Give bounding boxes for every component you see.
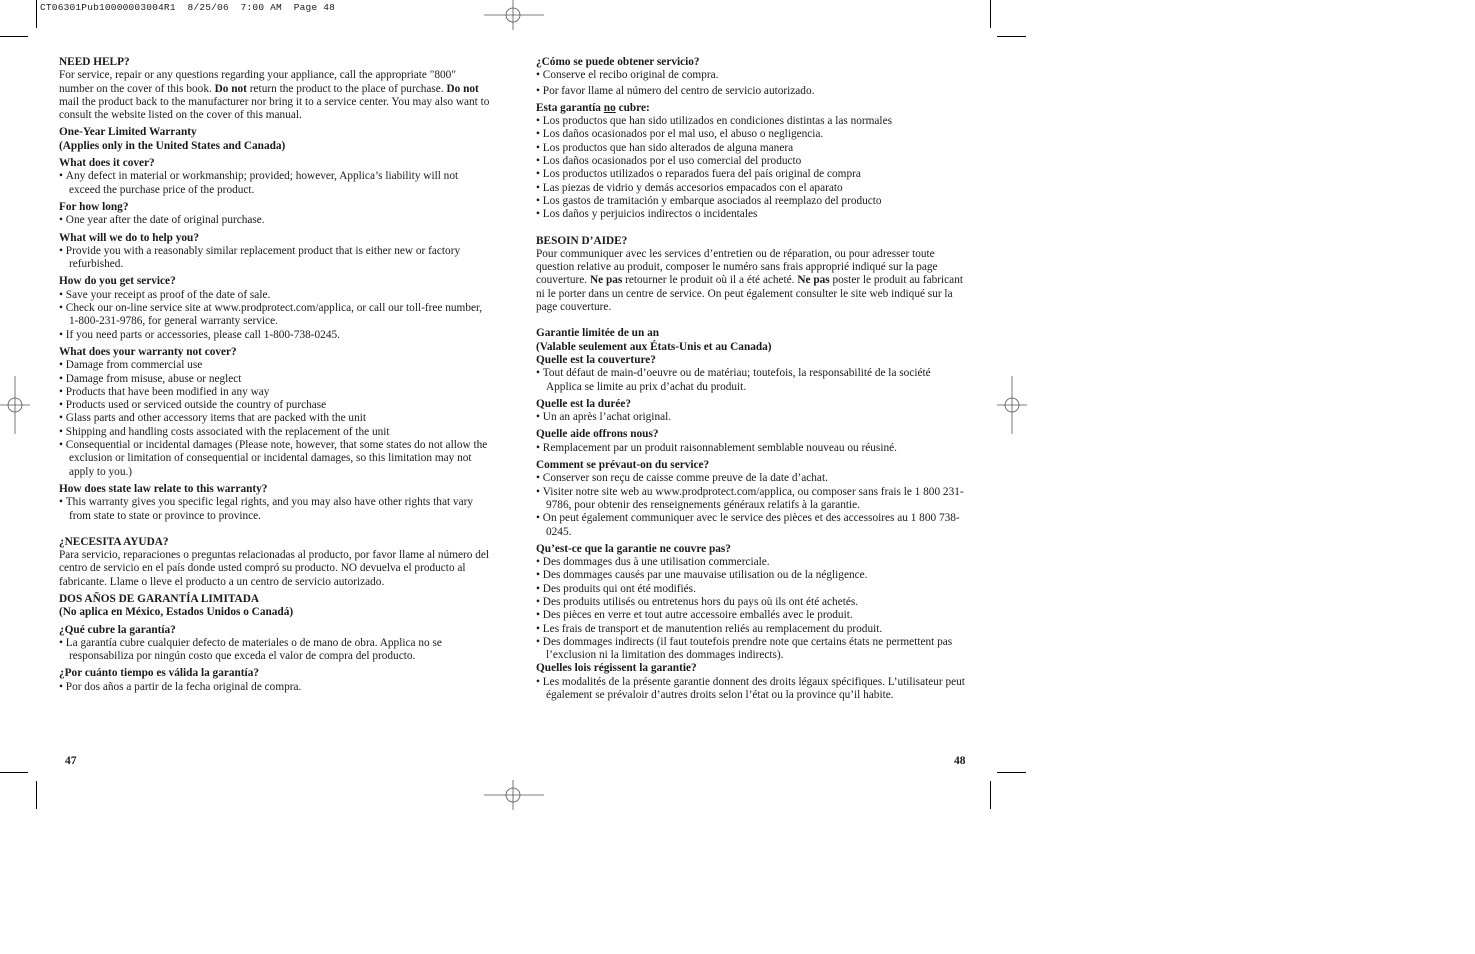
registration-mark-left	[0, 376, 30, 434]
en-cover-heading: What does it cover?	[59, 157, 155, 170]
list-item: • Des dommages causés par une mauvaise utilisation ou de la négligence.	[536, 569, 966, 582]
fr-need-help-text-2: retourner le produit où il a été acheté.	[625, 274, 795, 287]
page-number-right: 48	[954, 755, 966, 767]
list-item: • Check our on-line service site at www.prodprotect.com/applica, or call our toll-free number, 1-800-231-9786, for general warranty service.	[59, 302, 491, 329]
crop-mark	[990, 0, 991, 28]
crop-mark	[0, 772, 28, 773]
list-item: • Des dommages dus à une utilisation commerciale.	[536, 556, 966, 569]
en-need-help-text-1: For service, repair or any questions regarding your appliance, call the appropriate "800" number on the cover of this book.	[59, 69, 456, 95]
list-item: • Los daños ocasionados por el uso comercial del producto	[536, 155, 966, 168]
es-notcover-heading	[536, 102, 966, 115]
en-need-help-bold-2: Do not	[446, 82, 479, 95]
list-item: • Visiter notre site web au www.prodprotect.com/applica, ou composer sans frais le 1 800 231-9786, pour obtenir des renseignements généraux relatifs à la garantie.	[536, 486, 966, 513]
list-item: • Los daños y perjuicios indirectos o incidentales	[536, 208, 966, 221]
fr-need-help-text-3: poster le produit au fabricant ni le porter dans un centre de service. On peut également consulter le site web indiqué sur la page couverture.	[536, 274, 963, 314]
fr-need-help-bold-1: Ne pas	[589, 274, 623, 287]
list-item: • Damage from commercial use	[59, 359, 491, 372]
right-column	[536, 56, 966, 702]
es-service-heading: ¿Cómo se puede obtener servicio?	[536, 56, 700, 68]
es-notcover-heading-a: Esta garantía	[536, 101, 601, 114]
list-item: • Por favor llame al número del centro de servicio autorizado.	[536, 85, 966, 98]
fr-long-heading: Quelle est la durée?	[536, 397, 632, 410]
list-item: • If you need parts or accessories, please call 1-800-738-0245.	[59, 329, 491, 342]
list-item: • Conserver son reçu de caisse comme preuve de la date d’achat.	[536, 472, 966, 485]
list-item: • Any defect in material or workmanship; provided; however, Applica’s liability will not exceed the purchase price of the product.	[59, 170, 491, 197]
list-item: • Los productos que han sido alterados de alguna manera	[536, 142, 966, 155]
list-item: • La garantía cubre cualquier defecto de materiales o de mano de obra. Applica no se responsabiliza por ningún costo que exceda el valor de compra del producto.	[59, 637, 491, 664]
list-item: • Un an après l’achat original.	[536, 411, 966, 424]
list-item: • Conserve el recibo original de compra.	[536, 69, 966, 82]
list-item: • Glass parts and other accessory items that are packed with the unit	[59, 412, 491, 425]
fr-need-help-paragraph	[536, 248, 966, 314]
list-item: • Shipping and handling costs associated with the replacement of the unit	[59, 426, 491, 439]
registration-mark-top	[484, 0, 544, 30]
en-warranty-title	[59, 126, 491, 153]
list-item: • Tout défaut de main-d’oeuvre ou de matériau; toutefois, la responsabilité de la société Applica se limite au prix d’achat du produit.	[536, 367, 966, 394]
list-item: • Des dommages indirects (il faut toutefois prendre note que certains états ne permettent pas l’exclusion ni la limitation des dommages indirects).	[536, 636, 966, 663]
fr-notcover-heading: Qu’est-ce que la garantie ne couvre pas?	[536, 542, 731, 555]
crop-mark	[997, 772, 1026, 773]
list-item: • Los productos utilizados o reparados fuera del país original de compra	[536, 168, 966, 181]
list-item: • Des pièces en verre et tout autre accessoire emballés avec le produit.	[536, 609, 966, 622]
list-item: • Remplacement par un produit raisonnablement semblable nouveau ou réusiné.	[536, 442, 966, 455]
es-cover-heading: ¿Qué cubre la garantía?	[59, 623, 176, 636]
list-item: • Damage from misuse, abuse or neglect	[59, 373, 491, 386]
list-item: • One year after the date of original purchase.	[59, 214, 491, 227]
fr-cover-heading: Quelle est la couverture?	[536, 353, 656, 366]
en-long-heading: For how long?	[59, 200, 129, 213]
page-number-left: 47	[65, 755, 77, 767]
fr-warranty-title	[536, 327, 966, 354]
list-item: • Save your receipt as proof of the date of sale.	[59, 289, 491, 302]
crop-mark	[36, 781, 37, 809]
crop-mark	[36, 0, 37, 28]
en-warranty-title-line2: (Applies only in the United States and Canada)	[59, 139, 286, 152]
fr-warranty-title-line2: (Valable seulement aux États-Unis et au Canada)	[536, 340, 772, 353]
fr-need-help-text-1: Pour communiquer avec les services d’entretien ou de réparation, ou pour adresser toute question relative au produit, composer le numéro sans frais approprié indiqué sur la page couverture.	[536, 247, 938, 287]
list-item: • On peut également communiquer avec le service des pièces et des accessoires au 1 800 738-0245.	[536, 512, 966, 539]
en-notcover-heading: What does your warranty not cover?	[59, 345, 237, 358]
en-need-help-paragraph	[59, 69, 491, 122]
en-need-help-heading: NEED HELP?	[59, 56, 130, 68]
es-warranty-title-line1: DOS AÑOS DE GARANTÍA LIMITADA	[59, 592, 260, 605]
fr-service-heading: Comment se prévaut-on du service?	[536, 459, 710, 472]
list-item: • Los daños ocasionados por el mal uso, el abuso o negligencia.	[536, 128, 966, 141]
es-need-help-heading: ¿NECESITA AYUDA?	[59, 535, 169, 548]
en-law-heading: How does state law relate to this warranty?	[59, 482, 268, 495]
list-item: • Des produits utilisés ou entretenus hors du pays où ils ont été achetés.	[536, 596, 966, 609]
en-need-help-text-2: return the product to the place of purchase.	[249, 82, 444, 95]
crop-mark	[990, 781, 991, 809]
print-slug: CT06301Pub10000003004R1 8/25/06 7:00 AM Page 48	[40, 2, 336, 13]
es-notcover-heading-b: cubre:	[618, 101, 650, 114]
es-warranty-title-line2: (No aplica en México, Estados Unidos o Canadá)	[59, 606, 294, 619]
en-warranty-title-line1: One-Year Limited Warranty	[59, 126, 197, 139]
es-need-help-paragraph: Para servicio, reparaciones o preguntas relacionadas al producto, por favor llame al número del centro de servicio en el país donde usted compró su producto. NO devuelva el producto al fabricante. Llame o lleve el producto a un centro de servicio autorizado.	[59, 549, 490, 588]
list-item: • Products that have been modified in any way	[59, 386, 491, 399]
list-item: • Los gastos de tramitación y embarque asociados al reemplazo del producto	[536, 195, 966, 208]
list-item: • Provide you with a reasonably similar replacement product that is either new or factory refurbished.	[59, 245, 491, 272]
left-column	[59, 56, 491, 694]
list-item: • This warranty gives you specific legal rights, and you may also have other rights that vary from state to state or province to province.	[59, 496, 491, 523]
es-notcover-heading-underlined: no	[603, 101, 616, 114]
crop-mark	[997, 36, 1026, 37]
es-long-heading: ¿Por cuánto tiempo es válida la garantía?	[59, 667, 259, 680]
list-item: • Los productos que han sido utilizados en condiciones distintas a las normales	[536, 115, 966, 128]
list-item: • Products used or serviced outside the country of purchase	[59, 399, 491, 412]
fr-help-heading: Quelle aide offrons nous?	[536, 428, 659, 441]
en-need-help-text-3: mail the product back to the manufacturer nor bring it to a service center. You may also want to consult the website listed on the cover of this manual.	[59, 95, 490, 122]
list-item: • Consequential or incidental damages (Please note, however, that some states do not allow the exclusion or limitation of consequential or incidental damages, so this limitation may not apply to you.)	[59, 439, 491, 479]
registration-mark-right	[997, 376, 1027, 434]
fr-law-heading: Quelles lois régissent la garantie?	[536, 662, 697, 675]
en-service-heading: How do you get service?	[59, 275, 176, 288]
en-help-heading: What will we do to help you?	[59, 231, 199, 244]
crop-mark	[0, 36, 28, 37]
fr-need-help-heading: BESOIN D’AIDE?	[536, 234, 628, 247]
list-item: • Des produits qui ont été modifiés.	[536, 583, 966, 596]
list-item: • Les modalités de la présente garantie donnent des droits légaux spécifiques. L’utilisateur peut également se prévaloir d’autres droits selon l’état ou la province qu’il habite.	[536, 676, 966, 703]
fr-need-help-bold-2: Ne pas	[797, 274, 830, 287]
en-need-help-bold-1: Do not	[214, 82, 247, 95]
list-item: • Por dos años a partir de la fecha original de compra.	[59, 681, 491, 694]
list-item: • Las piezas de vidrio y demás accesorios empacados con el aparato	[536, 182, 966, 195]
fr-warranty-title-line1: Garantie limitée de un an	[536, 327, 660, 340]
registration-mark-bottom	[484, 780, 544, 810]
list-item: • Les frais de transport et de manutention reliés au remplacement du produit.	[536, 623, 966, 636]
es-warranty-title	[59, 593, 491, 620]
